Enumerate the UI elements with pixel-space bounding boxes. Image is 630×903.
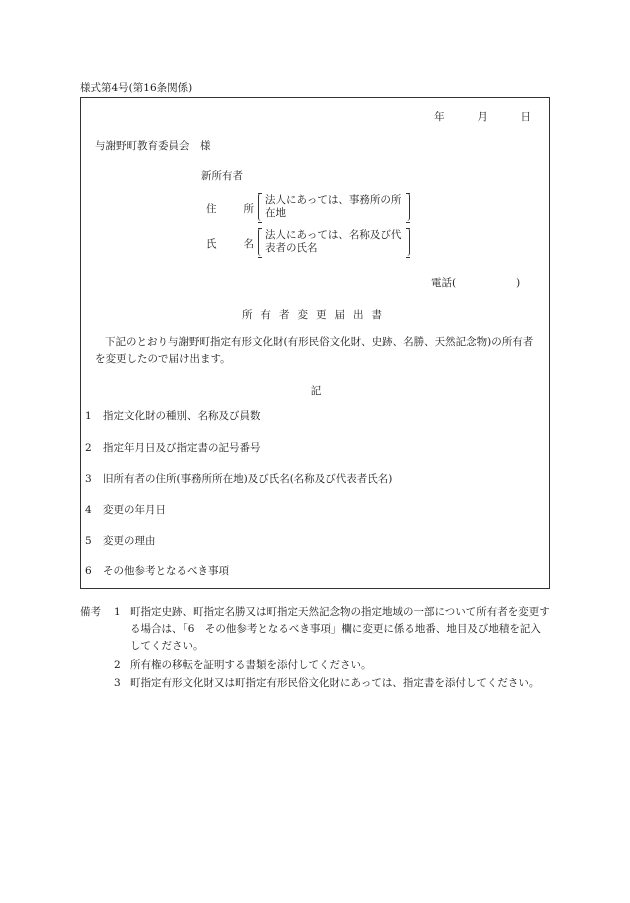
month-label: 月 (477, 111, 488, 123)
list-item: 2 指定年月日及び指定書の記号番号 (85, 442, 261, 454)
phone-label: 電話( (431, 277, 457, 289)
list-item: 6 その他参考となるべき事項 (85, 565, 229, 577)
form-frame (80, 97, 550, 589)
ki-label: 記 (310, 385, 322, 397)
address-label: 住 所 (206, 203, 254, 215)
phone-line (431, 275, 520, 290)
address-bracket (258, 193, 410, 221)
phone-close: ) (516, 277, 521, 289)
list-item: 4 変更の年月日 (85, 504, 166, 516)
form-number-label: 様式第4号(第16条関係) (80, 82, 193, 94)
list-item: 1 指定文化財の種別、名称及び員数 (85, 410, 261, 422)
name-label: 氏 名 (206, 238, 254, 250)
list-item: 3 旧所有者の住所(事務所所在地)及び氏名(名称及び代表者氏名) (85, 473, 393, 485)
name-note: 法人にあっては、名称及び代表者の氏名 (265, 229, 402, 254)
addressee: 与謝野町教育委員会 様 (95, 140, 211, 152)
day-label: 日 (520, 111, 531, 123)
list-item: 5 変更の理由 (85, 535, 156, 547)
new-owner-label: 新所有者 (201, 170, 243, 182)
notes-head: 備考 (80, 606, 101, 618)
year-label: 年 (434, 111, 445, 123)
body-text: 下記のとおり与謝野町指定有形文化財(有形民俗文化財、史跡、名勝、天然記念物)の所有者を変更したので届け出ます。 (95, 336, 534, 365)
document-title: 所有者変更届出書 (242, 309, 390, 321)
name-bracket (258, 228, 410, 256)
date-line (434, 109, 531, 124)
address-note: 法人にあっては、事務所の所在地 (265, 194, 402, 219)
